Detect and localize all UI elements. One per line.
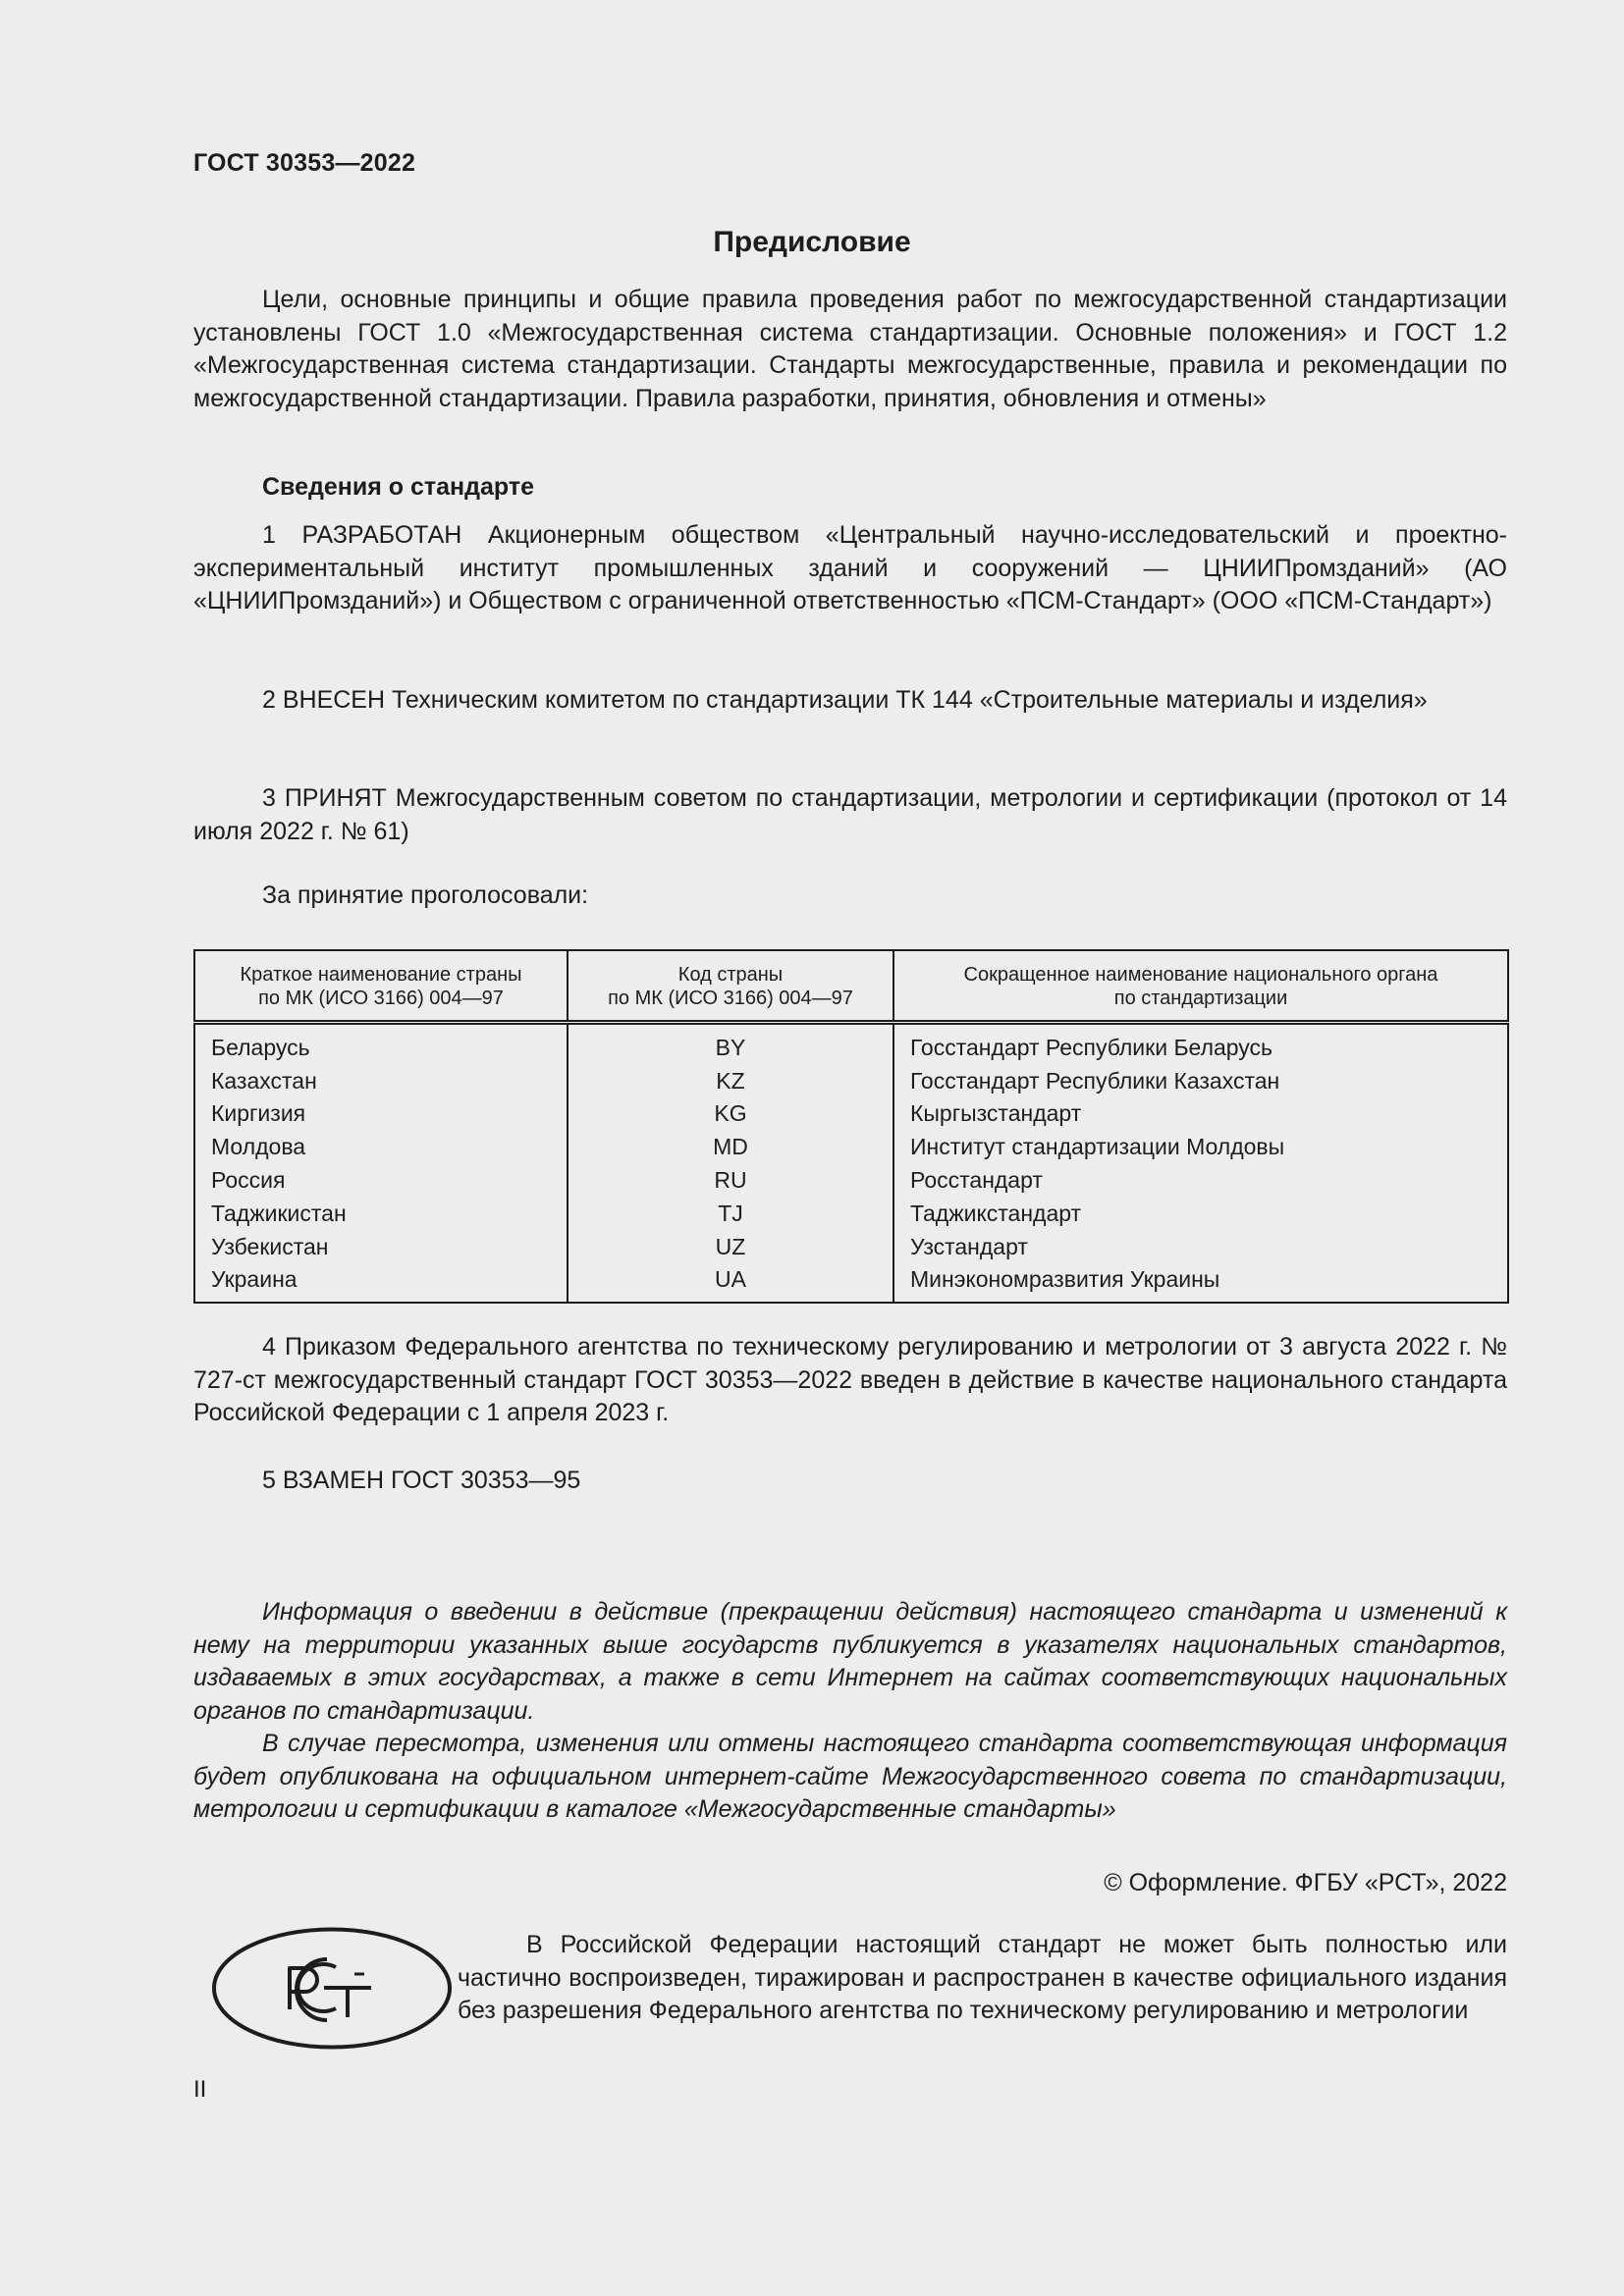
country-cell: Украина [194,1263,568,1304]
intro-paragraph: Цели, основные принципы и общие правила проведения работ по межгосударственной стандартизации установлены ГОСТ 1.0 «Межгосударственная система стандартизации. Основные положения» и ГОСТ 1.2 «Межгосударственная система стандартизации. Стандарты межгосударственные, правила и рекомендации по межгосударственной стандартизации. Правила разработки, принятия, обновления и отмены» [193,286,1507,412]
table-row [194,1163,1508,1197]
header-code: Код страны по МК (ИСО 3166) 004—97 [568,950,893,1023]
country-cell: Казахстан [194,1064,568,1097]
item-order: 4 Приказом Федерального агентства по техническому регулированию и метрологии от 3 августа 2022 г. № 727-ст межгосударственный стандарт ГОСТ 30353—2022 введен в действие в качестве национального стандарта Российской Федерации с 1 апреля 2023 г. [193,1333,1507,1426]
body-cell: Минэкономразвития Украины [893,1263,1508,1304]
item-adopted: 3 ПРИНЯТ Межгосударственным советом по стандартизации, метрологии и сертификации (протокол от 14 июля 2022 г. № 61) [193,784,1507,845]
rst-logo-icon [211,1927,453,2050]
info-heading: Сведения о стандарте [262,473,535,501]
item-submitted: 2 ВНЕСЕН Техническим комитетом по стандартизации ТК 144 «Строительные материалы и изделия» [262,686,1428,714]
page-number: II [193,2076,207,2103]
page-title: Предисловие [713,226,911,258]
legal-notice: В Российской Федерации настоящий стандарт не может быть полностью или частично воспроизведен, тиражирован и распространен в качестве официального издания без разрешения Федерального агентства по техническому регулированию и метрологии [458,1931,1507,2024]
country-cell: Киргизия [194,1097,568,1131]
country-cell: Молдова [194,1130,568,1163]
notice-paragraph-1: Информация о введении в действие (прекращении действия) настоящего стандарта и изменений к нему на территории указанных выше государств публикуется в указателях национальных стандартов, издаваемых в этих государствах, а также в сети Интернет на сайтах соответствующих национальных органов по стандартизации. [193,1598,1507,1725]
body-cell: Госстандарт Республики Беларусь [893,1023,1508,1064]
table-header-row [194,950,1508,1023]
table-row [194,1230,1508,1263]
table-row [194,1023,1508,1064]
body-cell: Госстандарт Республики Казахстан [893,1064,1508,1097]
country-cell: Таджикистан [194,1197,568,1230]
table-row [194,1130,1508,1163]
code-cell: KZ [568,1064,893,1097]
country-cell: Беларусь [194,1023,568,1064]
table-row [194,1097,1508,1131]
body-cell: Росстандарт [893,1163,1508,1197]
table-row [194,1064,1508,1097]
code-cell: MD [568,1130,893,1163]
body-cell: Таджикстандарт [893,1197,1508,1230]
code-cell: UZ [568,1230,893,1263]
code-cell: TJ [568,1197,893,1230]
document-code: ГОСТ 30353—2022 [193,149,416,177]
item-replaces: 5 ВЗАМЕН ГОСТ 30353—95 [262,1467,581,1494]
item-developed: 1 РАЗРАБОТАН Акционерным обществом «Центральный научно-исследовательский и проектно-экспериментальный институт промышленных зданий и сооружений — ЦНИИПромзданий» (АО «ЦНИИПромзданий») и Обществом с ограниченной ответственностью «ПСМ-Стандарт» (ООО «ПСМ-Стандарт») [193,521,1507,614]
country-cell: Россия [194,1163,568,1197]
header-body: Сокращенное наименование национального органа по стандартизации [893,950,1508,1023]
code-cell: KG [568,1097,893,1131]
country-cell: Узбекистан [194,1230,568,1263]
voted-label: За принятие проголосовали: [262,881,589,909]
body-cell: Кыргызстандарт [893,1097,1508,1131]
table-row [194,1263,1508,1304]
code-cell: RU [568,1163,893,1197]
body-cell: Институт стандартизации Молдовы [893,1130,1508,1163]
code-cell: UA [568,1263,893,1304]
header-country: Краткое наименование страны по МК (ИСО 3166) 004—97 [194,950,568,1023]
table-row [194,1197,1508,1230]
body-cell: Узстандарт [893,1230,1508,1263]
copyright-line: © Оформление. ФГБУ «РСТ», 2022 [1104,1869,1507,1896]
member-states-table [193,949,1509,1304]
code-cell: BY [568,1023,893,1064]
notice-paragraph-2: В случае пересмотра, изменения или отмены настоящего стандарта соответствующая информация будет опубликована на официальном интернет-сайте Межгосударственного совета по стандартизации, метрологии и сертификации в каталоге «Межгосударственные стандарты» [193,1730,1507,1823]
